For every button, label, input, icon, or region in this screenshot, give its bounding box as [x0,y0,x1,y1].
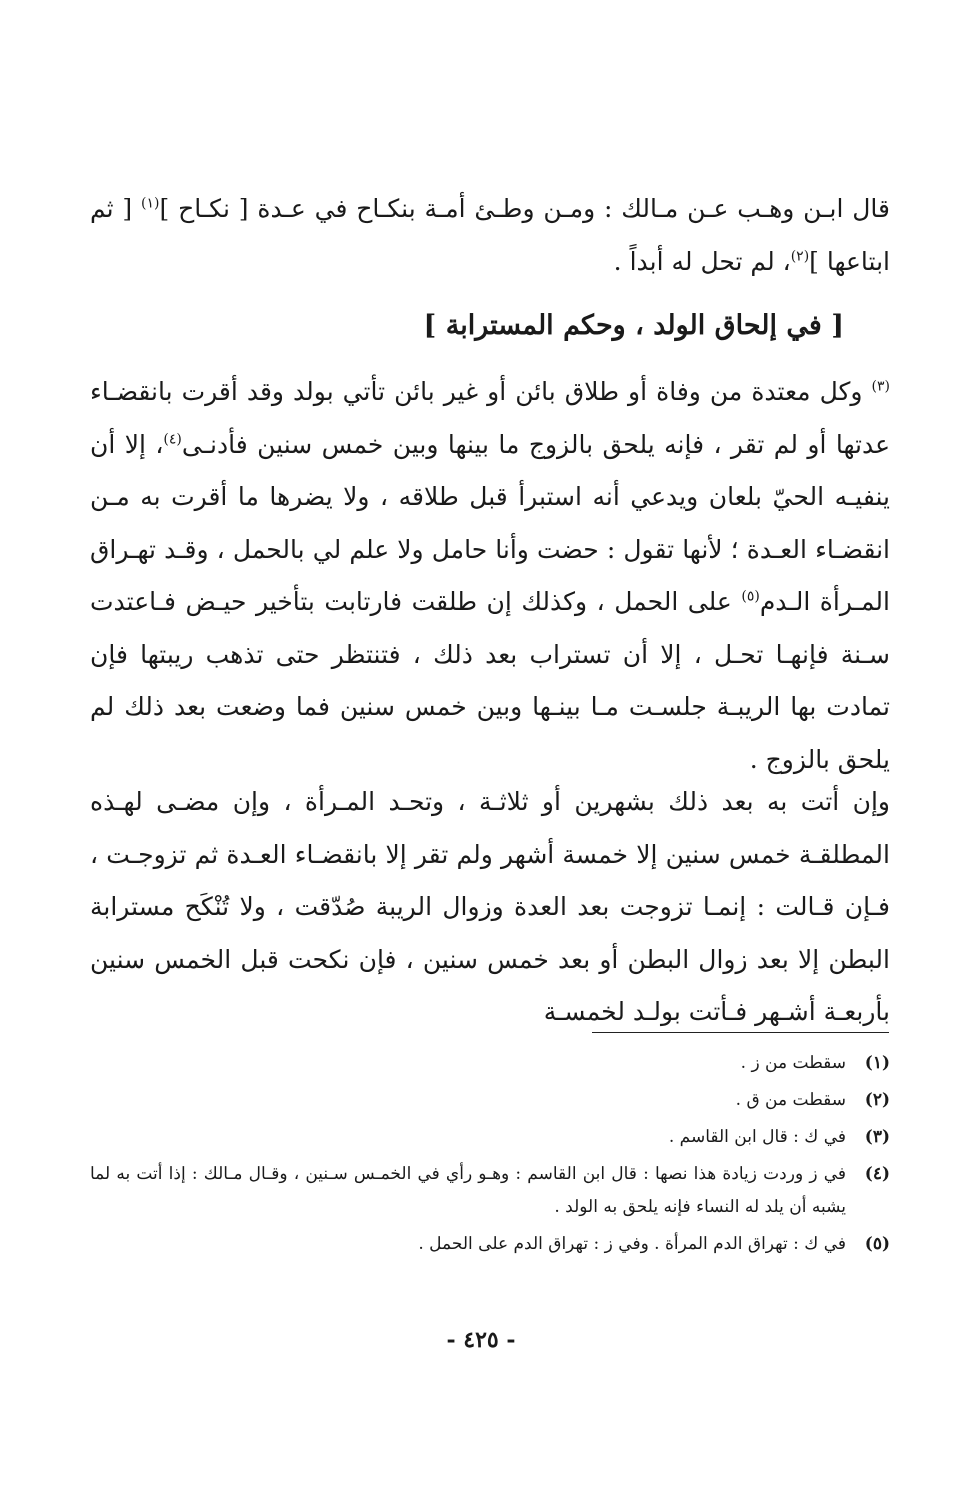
footnotes-list [90,1047,890,1265]
paragraph-2-text-c: على الحمل ، وكذلك إن طلقت فارتابت بتأخير حيـض فـاعتدت سـنة فإنهـا تحـل ، إلا أن تستراب بعد ذلك ، فتنتظر حتى تذهب ريبتها فإن تمادت بها الريبـة جلسـت مـا بينـها وبين خمس سنين فما وضعت بعد ذلك لم يلحق بالزوج . [90,587,890,774]
footnote-item [90,1228,890,1261]
footnote-number: (١) [864,1053,890,1073]
footnote-ref-3[interactable]: (٣) [871,378,890,395]
footnote-item [90,1047,890,1080]
footnote-number: (٢) [864,1090,890,1110]
paragraph-2-text-a: وكل معتدة من وفاة أو طلاق بائن أو غير بائن تأتي بولد وقد أقرت بانقضـاء عدتها أو لم تقر ، فإنه يلحق بالزوج ما بينها وبين خمس سنين فأدنـى [90,377,890,459]
footnote-number: (٣) [864,1127,890,1147]
footnote-ref-5[interactable]: (٥) [741,588,760,605]
paragraph-1 [90,183,890,288]
footnote-text: سقطت من ق . [735,1090,846,1110]
paragraph-3: وإن أتت به بعد ذلك بشهرين أو ثلاثـة ، وتحـد المـرأة ، وإن مضـى لهـذه المطلقـة خمس سنين إلا خمسة أشهر ولم تقر إلا بانقضـاء العـدة ثم تزوجـت ، فـإن قـالت : إنمـا تزوجت بعد العدة وزوال الريبة صُدّقت ، ولا تُنْكَح مسترابة البطن إلا بعد زوال البطن أو بعد خمس سنين ، فإن نكحت قبل الخمس سنين بأربعـة أشـهر فـأتت بولـد لخمسـة [90,787,890,1026]
paragraph-1-text-a: قال ابـن وهـب عـن مـالك : ومـن وطـئ أمـة بنكـاح في عـدة [ نكـاح ] [159,194,891,223]
footnote-item [90,1158,890,1224]
footnote-number: (٤) [864,1164,890,1184]
paragraph-1-text-c: ، لم تحل له أبداً . [613,246,791,276]
footnote-ref-1[interactable]: (١) [141,195,160,212]
footnote-item [90,1121,890,1154]
section-heading: [ في إلحاق الولد ، وحكم المسترابة ] [423,310,844,341]
footnote-number: (٥) [864,1234,890,1254]
footnote-ref-2[interactable]: (٢) [790,248,810,265]
paragraph-2-text-b: ، إلا أن ينفيـه الحيّ بلعان ويدعي أنه استبرأ قبل طلاقه ، ولا يضرها ما أقرت به مـن انقضـاء العـدة ؛ لأنها تقول : حضت وأنا حامل ولا علم لي بالحمل ، وقـد تهـراق المـرأة الـدم [90,429,890,616]
paragraph-2 [90,366,890,786]
footnote-text: في ك : قال ابن القاسم . [668,1127,846,1147]
footnote-text: في ك : تهراق الدم المرأة . وفي ز : تهراق الدم على الحمل . [418,1234,846,1254]
footnote-item [90,1084,890,1117]
page-number: - ٤٢٥ - [446,1327,516,1353]
footnote-ref-4[interactable]: (٤) [163,431,182,448]
footnote-separator [592,1032,889,1033]
footnote-text: سقطت من ز . [740,1053,846,1073]
paragraph-1-text-b: [ ثم ابتاعها ] [90,194,890,276]
footnote-text: في ز وردت زيادة هذا نصها : قال ابن القاسم : وهـو رأي في الخمـس سـنين ، وقـال مـالك : إذا أتت به لما يشبه أن يلد له النساء فإنه يلحق به الولد . [90,1164,846,1217]
